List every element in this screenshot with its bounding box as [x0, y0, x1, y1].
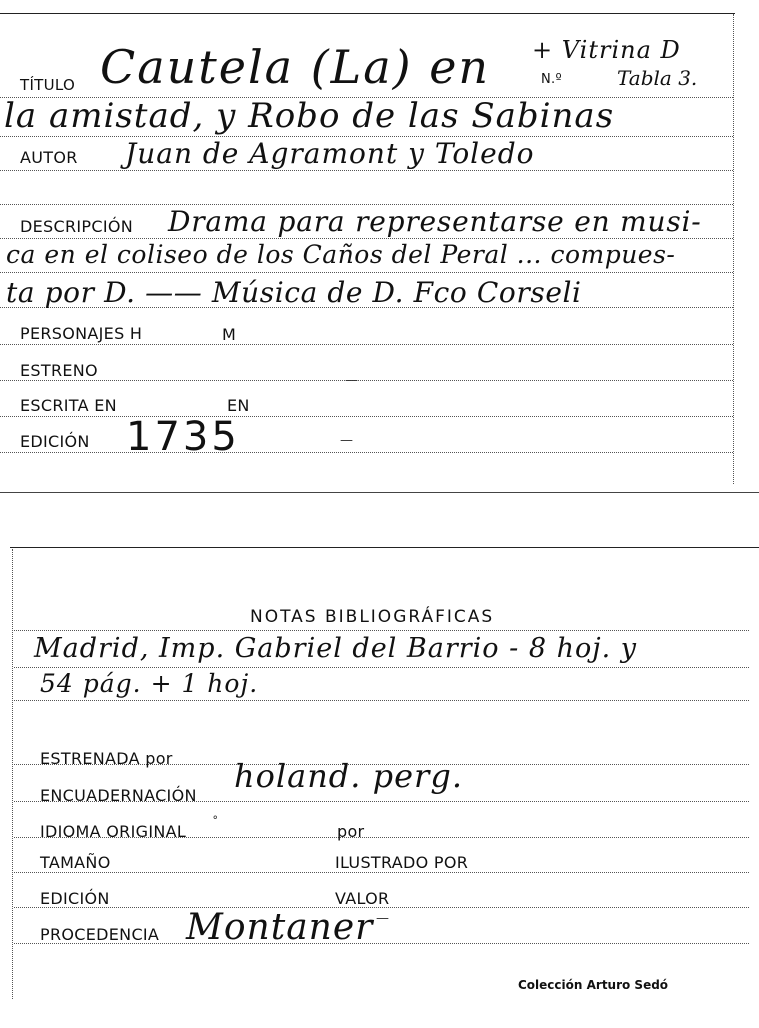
label-ilustrado-por: ILUSTRADO POR: [335, 853, 469, 872]
handwritten-binding: holand. perg.: [234, 757, 463, 795]
rule-line: [14, 700, 749, 701]
rule-line: [0, 416, 733, 417]
rule-line: [0, 272, 733, 273]
rule-line: [0, 344, 733, 345]
label-estreno: ESTRENO: [20, 361, 98, 380]
card-left-border: [12, 549, 13, 999]
label-personajes-h: PERSONAJES H: [20, 324, 143, 343]
label-edicion-back: EDICIÓN: [40, 889, 110, 908]
handwritten-description-line2: ca en el coliseo de los Caños del Peral ... compues-: [6, 240, 676, 269]
handwritten-edition-year: 1735: [126, 414, 240, 460]
label-valor: VALOR: [335, 889, 390, 908]
rule-line: [0, 452, 733, 453]
label-m: M: [222, 325, 237, 344]
handwritten-shelf-line1: + Vitrina D: [532, 36, 681, 64]
label-descripcion: DESCRIPCIÓN: [20, 217, 133, 236]
handwritten-shelf-line2: Tabla 3.: [617, 66, 698, 90]
card-top-edge: [0, 13, 735, 14]
label-titulo: TÍTULO: [20, 76, 76, 94]
label-notas-bibliograficas: NOTAS BIBLIOGRÁFICAS: [250, 607, 495, 627]
rule-line: [14, 872, 749, 873]
pen-mark: —: [340, 433, 353, 448]
label-autor: AUTOR: [20, 148, 78, 167]
card-right-border: [733, 14, 734, 484]
rule-line: [0, 380, 733, 381]
handwritten-title-line1: Cautela (La) en: [100, 40, 491, 94]
handwritten-title-line2: la amistad, y Robo de las Sabinas: [4, 96, 615, 136]
card-top-edge: [10, 547, 759, 548]
handwritten-description-line1: Drama para representarse en musi-: [168, 205, 702, 238]
rule-line: [14, 630, 749, 631]
card-bottom-edge: [0, 492, 759, 493]
label-tamano: TAMAÑO: [40, 853, 111, 872]
handwritten-notes-line2: 54 pág. + 1 hoj.: [40, 669, 259, 698]
handwritten-author: Juan de Agramont y Toledo: [125, 137, 535, 170]
handwritten-description-line3: ta por D. —— Música de D. Fco Corseli: [6, 276, 582, 309]
label-procedencia: PROCEDENCIA: [40, 925, 160, 944]
catalog-card-back: [0, 545, 759, 1000]
label-escrita-en: ESCRITA EN: [20, 396, 117, 415]
label-encuadernacion: ENCUADERNACIÓN: [40, 786, 197, 805]
label-en: EN: [227, 396, 250, 415]
label-numero: N.º: [541, 72, 562, 87]
pen-mark: ˚: [212, 816, 219, 831]
collection-footer: Colección Arturo Sedó: [518, 978, 669, 992]
label-estrenada-por: ESTRENADA por: [40, 749, 173, 768]
rule-line: [0, 170, 733, 171]
handwritten-notes-line1: Madrid, Imp. Gabriel del Barrio - 8 hoj. y: [34, 633, 638, 664]
rule-line: [14, 667, 749, 668]
label-idioma-original: IDIOMA ORIGINAL: [40, 822, 187, 841]
pen-mark: —: [345, 373, 358, 388]
label-por: por: [337, 822, 365, 841]
label-edicion: EDICIÓN: [20, 432, 90, 451]
catalog-card-front: [0, 0, 759, 495]
pen-mark: —: [376, 911, 389, 926]
rule-line: [0, 238, 733, 239]
handwritten-provenance: Montaner: [186, 907, 374, 948]
